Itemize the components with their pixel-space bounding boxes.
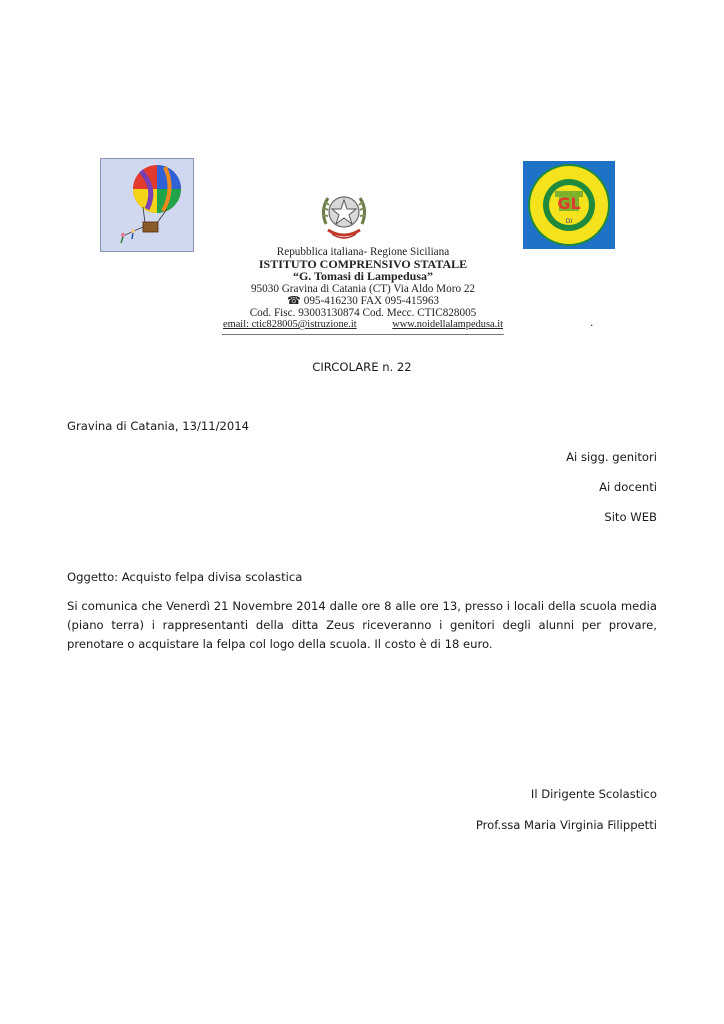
- phone-icon: ☎: [286, 294, 301, 307]
- recipient-website: Sito WEB: [604, 510, 657, 524]
- letterhead-school-name: “G. Tomasi di Lampedusa”: [292, 269, 434, 284]
- signature-role: Il Dirigente Scolastico: [530, 787, 657, 801]
- hot-air-balloon-logo: [100, 158, 194, 252]
- letterhead: [222, 246, 504, 335]
- letterhead-codes: Cod. Fisc. 93003130874 Cod. Mecc. CTIC828005: [249, 307, 477, 320]
- italian-republic-emblem: [316, 188, 372, 244]
- logo-di-label: DI: [565, 218, 573, 225]
- school-gl-logo: [523, 161, 615, 249]
- svg-text:GL: GL: [557, 194, 581, 213]
- subject-line: Oggetto: Acquisto felpa divisa scolastica: [67, 570, 303, 584]
- letterhead-institute: ISTITUTO COMPRENSIVO STATALE: [258, 257, 468, 272]
- signature-name: Prof.ssa Maria Virginia Filippetti: [475, 818, 657, 832]
- circular-number: CIRCOLARE n. 22: [312, 360, 412, 374]
- recipient-teachers: Ai docenti: [599, 480, 657, 494]
- place-date: Gravina di Catania, 13/11/2014: [67, 419, 250, 433]
- letterhead-phone: ☎ 095-416230 FAX 095-415963: [286, 294, 440, 307]
- recipient-parents: Ai sigg. genitori: [566, 450, 657, 464]
- letterhead-region: Repubblica italiana- Regione Siciliana: [276, 246, 450, 258]
- letterhead-divider: [222, 334, 504, 335]
- body-paragraph: Si comunica che Venerdì 21 Novembre 2014 dalle ore 8 alle ore 13, presso i locali della scuola media (piano terra) i rappresentanti della ditta Zeus riceveranno i genitori degli alunni per provare, prenotare o acquistare la felpa col logo della scuola. Il costo è di 18 euro.: [67, 599, 657, 651]
- website-link[interactable]: www.noidellalampedusa.it: [392, 319, 503, 331]
- email-link[interactable]: email: ctic828005@istruzione.it: [223, 319, 357, 331]
- letterhead-contacts: [222, 319, 504, 331]
- stray-mark: .: [590, 315, 594, 329]
- letterhead-address: 95030 Gravina di Catania (CT) Via Aldo Moro 22: [250, 282, 476, 295]
